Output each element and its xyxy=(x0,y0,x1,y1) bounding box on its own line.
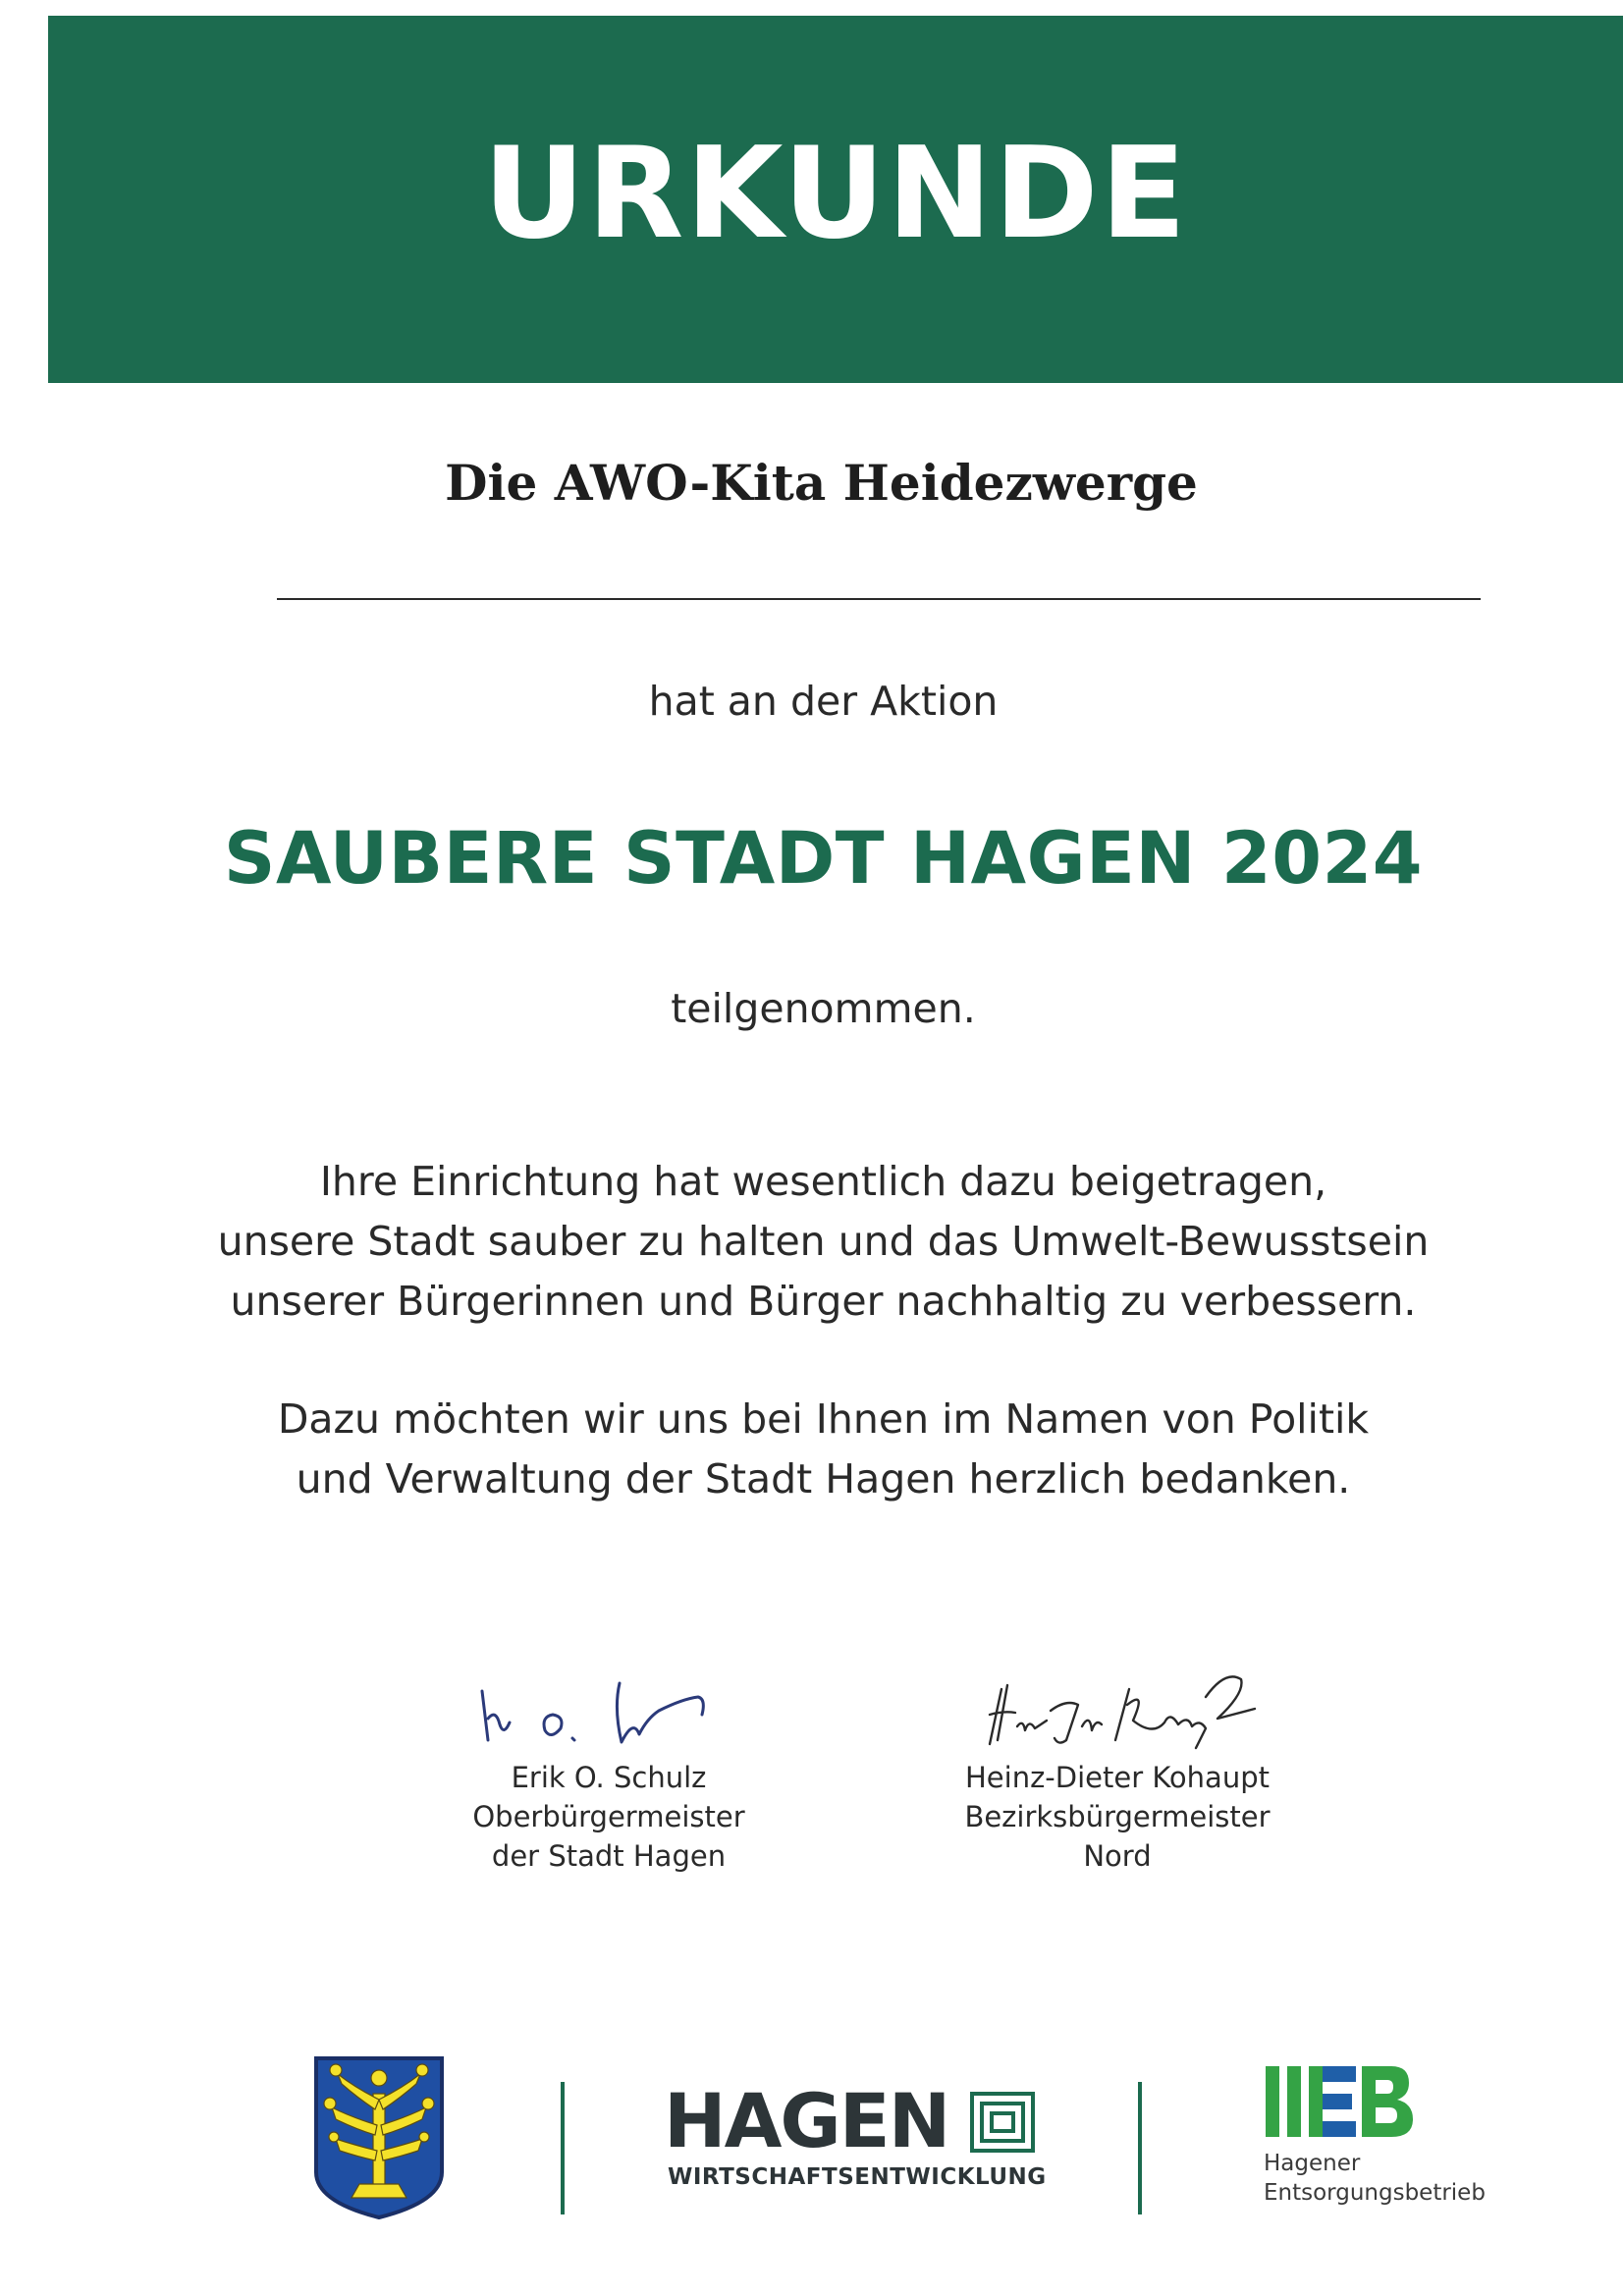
hagen-wirtschaftsentwicklung-logo xyxy=(664,2077,1076,2202)
logo-divider xyxy=(1138,2082,1142,2214)
signatory-name: Heinz-Dieter Kohaupt xyxy=(965,1761,1270,1794)
heb-name-line: Hagener xyxy=(1264,2151,1361,2176)
heb-name-line: Entsorgungsbetrieb xyxy=(1264,2180,1486,2206)
paragraph-line: Dazu möchten wir uns bei Ihnen im Namen von Politik xyxy=(277,1395,1370,1443)
signatory-subtitle: der Stadt Hagen xyxy=(491,1839,727,1873)
signatory-title: Bezirksbürgermeister xyxy=(964,1800,1271,1833)
acknowledgement-paragraph xyxy=(0,1152,1623,1332)
heb-logo xyxy=(1264,2064,1519,2212)
logo-footer xyxy=(0,2043,1623,2239)
title-banner xyxy=(48,16,1623,383)
recipient-underline xyxy=(277,598,1481,600)
paragraph-line: unserer Bürgerinnen und Bürger nachhaltig zu verbessern. xyxy=(230,1278,1417,1325)
signature-block-district-mayor xyxy=(901,1650,1333,1876)
handwritten-signature xyxy=(466,1660,751,1758)
paragraph-line: Ihre Einrichtung hat wesentlich dazu beigetragen, xyxy=(319,1158,1327,1205)
paragraph-line: und Verwaltung der Stadt Hagen herzlich bedanken. xyxy=(296,1455,1351,1503)
participated-text: teilgenommen. xyxy=(671,985,976,1032)
thanks-paragraph xyxy=(0,1390,1623,1509)
handwritten-signature xyxy=(960,1650,1274,1758)
signatory-name: Erik O. Schulz xyxy=(511,1761,707,1794)
logo-divider xyxy=(561,2082,565,2214)
heb-name xyxy=(1264,2149,1486,2208)
hagen-coat-of-arms-icon xyxy=(312,2054,446,2221)
hagen-square-mark-icon xyxy=(970,2092,1035,2153)
certificate-title: URKUNDE xyxy=(482,121,1189,267)
paragraph-line: unsere Stadt sauber zu halten und das Umwelt-Bewusstsein xyxy=(217,1218,1430,1265)
signatory-title: Oberbürgermeister xyxy=(472,1800,745,1833)
recipient-name: Die AWO-Kita Heidezwerge xyxy=(445,454,1198,512)
hagen-subline: WIRTSCHAFTSENTWICKLUNG xyxy=(668,2164,1047,2190)
event-title: SAUBERE STADT HAGEN 2024 xyxy=(223,817,1424,901)
hagen-wordmark: HAGEN xyxy=(664,2077,949,2164)
heb-letter-mark-icon xyxy=(1266,2064,1413,2139)
intro-text: hat an der Aktion xyxy=(648,678,999,725)
signatory-subtitle: Nord xyxy=(1083,1839,1152,1873)
signature-block-mayor xyxy=(393,1660,825,1876)
